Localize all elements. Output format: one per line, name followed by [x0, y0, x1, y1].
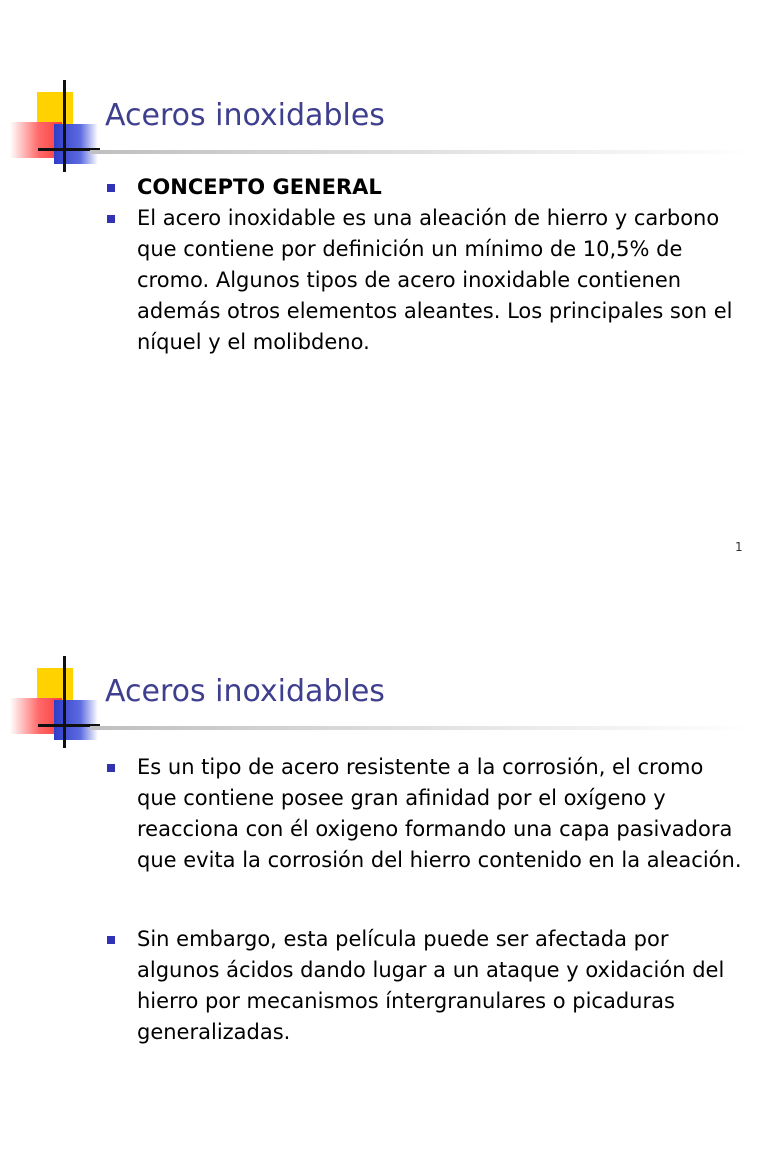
- bullet-text: Es un tipo de acero resistente a la corrosión, el cromo que contiene posee gran afinidad por el oxígeno y reacciona con él oxigeno formando una capa pasivadora que evita la corrosión del hierro contenido en la aleación.: [137, 755, 742, 872]
- title-divider: [90, 726, 750, 730]
- slide-2: [0, 576, 768, 1152]
- bullet-square-icon: [107, 215, 115, 223]
- slide-title: Aceros inoxidables: [105, 674, 385, 709]
- logo-blue-square: [54, 124, 98, 164]
- logo-vertical-line: [63, 80, 66, 172]
- title-divider: [90, 150, 750, 154]
- bullet-square-icon: [107, 764, 115, 772]
- bullet-item: [105, 924, 745, 1048]
- bullet-square-icon: [107, 184, 115, 192]
- bullet-text: CONCEPTO GENERAL: [137, 175, 382, 199]
- slide-title: Aceros inoxidables: [105, 98, 385, 133]
- logo-blue-square: [54, 700, 98, 740]
- page-number: 1: [735, 540, 743, 554]
- bullet-item: [105, 752, 745, 876]
- bullet-list: [105, 172, 745, 358]
- logo-vertical-line: [63, 656, 66, 748]
- bullet-square-icon: [107, 936, 115, 944]
- slide-logo: [10, 656, 110, 756]
- bullet-item: [105, 203, 745, 358]
- bullet-text: Sin embargo, esta película puede ser afectada por algunos ácidos dando lugar a un ataque y oxidación del hierro por mecanismos íntergranulares o picaduras generalizadas.: [137, 927, 725, 1044]
- bullet-text: El acero inoxidable es una aleación de hierro y carbono que contiene por definición un mínimo de 10,5% de cromo. Algunos tipos de acero inoxidable contienen además otros elementos aleantes. Los principales son el níquel y el molibdeno.: [137, 206, 733, 354]
- bullet-item: [105, 172, 745, 203]
- slide-logo: [10, 80, 110, 180]
- bullet-list: [105, 752, 745, 1048]
